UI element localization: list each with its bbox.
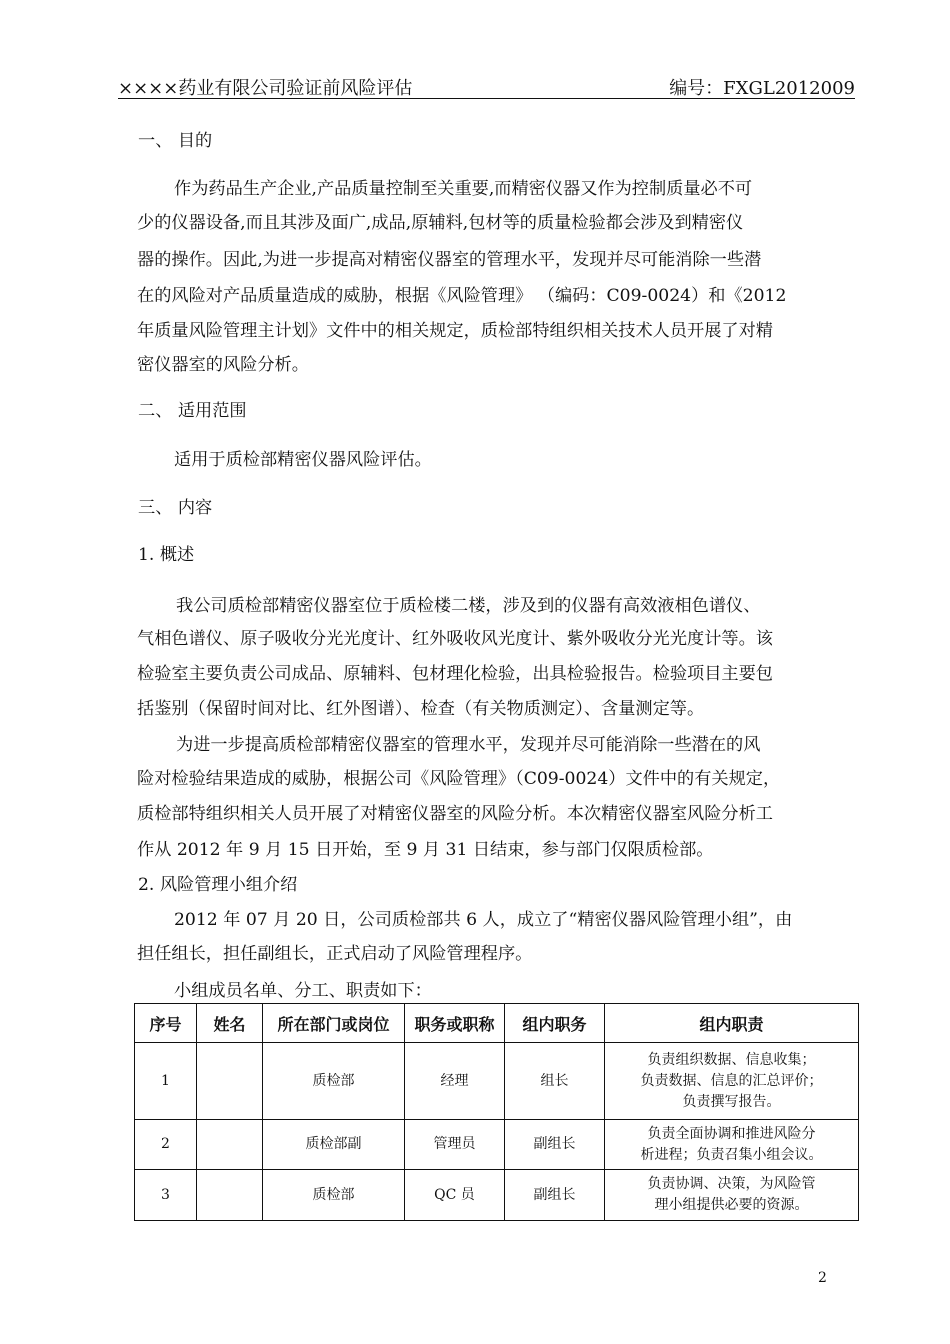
cell-duty	[605, 1170, 859, 1221]
cell-dept: 质检部	[263, 1043, 405, 1120]
body-line: 我公司质检部精密仪器室位于质检楼二楼，涉及到的仪器有高效液相色谱仪、	[176, 596, 761, 616]
body-line: 年质量风险管理主计划》文件中的相关规定，质检部特组织相关技术人员开展了对精	[137, 321, 773, 341]
cell-name	[197, 1043, 263, 1120]
header-no: 序号	[135, 1004, 197, 1043]
duty-line: 负责协调、决策，为风险管	[647, 1176, 816, 1192]
body-line: 为进一步提高质检部精密仪器室的管理水平，发现并尽可能消除一些潜在的风	[176, 735, 761, 755]
section-1-title: 一、 目的	[138, 131, 213, 151]
body-line: 适用于质检部精密仪器风险评估。	[174, 450, 432, 470]
duty-line: 负责数据、信息的汇总评价；	[640, 1072, 823, 1089]
cell-name	[197, 1120, 263, 1170]
cell-no: 3	[135, 1170, 197, 1221]
body-line: 担任组长，担任副组长，正式启动了风险管理程序。	[137, 944, 533, 964]
header-name: 姓名	[197, 1004, 263, 1043]
subsection-1-title: 1. 概述	[138, 545, 195, 565]
body-line: 作从 2012 年 9 月 15 日开始，至 9 月 31 日结束，参与部门仅限质检部。	[137, 840, 714, 860]
duty-line: 析进程；负责召集小组会议。	[640, 1146, 823, 1163]
table-row	[135, 1043, 859, 1120]
body-line: 少的仪器设备,而且其涉及面广,成品,原辅料,包材等的质量检验都会涉及到精密仪	[137, 213, 744, 233]
table-intro: 小组成员名单、分工、职责如下：	[174, 981, 432, 1001]
cell-role: 副组长	[505, 1170, 605, 1221]
cell-no: 2	[135, 1120, 197, 1170]
body-line: 质检部特组织相关人员开展了对精密仪器室的风险分析。本次精密仪器室风险分析工	[137, 804, 773, 824]
body-line: 检验室主要负责公司成品、原辅料、包材理化检验，出具检验报告。检验项目主要包	[137, 664, 773, 684]
body-line: 器的操作。因此,为进一步提高对精密仪器室的管理水平，发现并尽可能消除一些潜	[137, 250, 762, 270]
cell-duty	[605, 1120, 859, 1170]
duty-line: 负责全面协调和推进风险分	[647, 1125, 816, 1142]
duty-line: 理小组提供必要的资源。	[654, 1197, 809, 1213]
cell-title: QC 员	[405, 1170, 505, 1221]
table-row	[135, 1120, 859, 1170]
header-dept: 所在部门或岗位	[263, 1004, 405, 1043]
cell-role: 组长	[505, 1043, 605, 1120]
header-role: 组内职务	[505, 1004, 605, 1043]
cell-no: 1	[135, 1043, 197, 1120]
body-line: 险对检验结果造成的威胁，根据公司《风险管理》（C09-0024）文件中的有关规定，	[137, 769, 781, 789]
header-duty: 组内职责	[605, 1004, 859, 1043]
cell-title: 经理	[405, 1043, 505, 1120]
table-header-row	[135, 1004, 859, 1043]
body-line: 气相色谱仪、原子吸收分光光度计、红外吸收风光度计、紫外吸收分光光度计等。该	[137, 629, 773, 649]
cell-dept: 质检部	[263, 1170, 405, 1221]
section-3-title: 三、 内容	[138, 498, 213, 518]
cell-dept: 质检部副	[263, 1120, 405, 1170]
cell-name	[197, 1170, 263, 1221]
body-line: 在的风险对产品质量造成的威胁，根据《风险管理》 （编码：C09-0024）和《2012	[137, 286, 787, 306]
table-row	[135, 1170, 859, 1221]
body-line: 2012 年 07 月 20 日，公司质检部共 6 人，成立了“精密仪器风险管理小组”，由	[174, 910, 793, 930]
body-line: 括鉴别（保留时间对比、红外图谱）、检查（有关物质测定）、含量测定等。	[137, 699, 705, 719]
header-title: 职务或职称	[405, 1004, 505, 1043]
page-number: 2	[818, 1270, 827, 1286]
section-2-title: 二、 适用范围	[138, 401, 247, 421]
cell-title: 管理员	[405, 1120, 505, 1170]
document-number: 编号：FXGL2012009	[669, 78, 855, 99]
body-line: 密仪器室的风险分析。	[137, 355, 309, 375]
page-header	[118, 72, 855, 99]
duty-line: 负责撰写报告。	[682, 1093, 781, 1110]
members-table	[134, 1003, 859, 1221]
document-title: ××××药业有限公司验证前风险评估	[118, 78, 413, 99]
subsection-2-title: 2. 风险管理小组介绍	[138, 875, 298, 895]
duty-line: 负责组织数据、信息收集；	[647, 1051, 816, 1068]
cell-role: 副组长	[505, 1120, 605, 1170]
cell-duty	[605, 1043, 859, 1120]
body-line: 作为药品生产企业,产品质量控制至关重要,而精密仪器又作为控制质量必不可	[174, 179, 753, 199]
